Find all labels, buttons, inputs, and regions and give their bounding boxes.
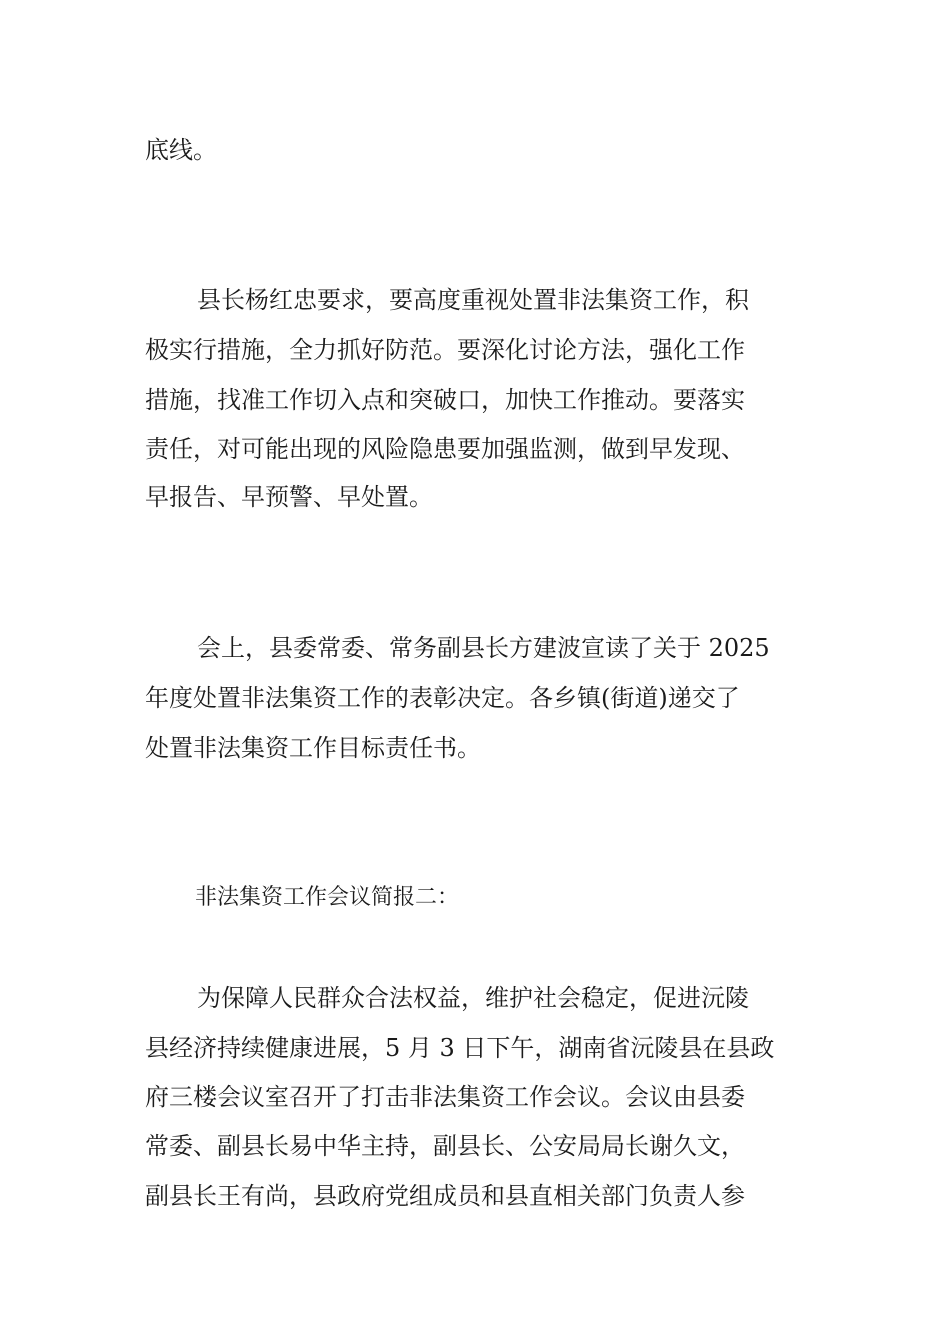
- paragraph-line: 责任，对可能出现的风险隐患要加强监测，做到早发现、: [145, 435, 745, 463]
- paragraph-line: 早报告、早预警、早处置。: [145, 483, 433, 511]
- paragraph-line: 县长杨红忠要求，要高度重视处置非法集资工作，积: [197, 286, 749, 314]
- paragraph-line: 府三楼会议室召开了打击非法集资工作会议。会议由县委: [145, 1083, 745, 1111]
- paragraph-line: 县经济持续健康进展，5 月 3 日下午，湖南省沅陵县在县政: [145, 1034, 775, 1062]
- paragraph-line: 处置非法集资工作目标责任书。: [145, 734, 481, 762]
- paragraph-line: 年度处置非法集资工作的表彰决定。各乡镇(街道)递交了: [145, 684, 740, 712]
- paragraph-line: 底线。: [145, 136, 217, 164]
- paragraph-line: 常委、副县长易中华主持，副县长、公安局局长谢久文，: [145, 1132, 745, 1160]
- paragraph-line: 副县长王有尚，县政府党组成员和县直相关部门负责人参: [145, 1182, 745, 1210]
- paragraph-line: 为保障人民群众合法权益，维护社会稳定，促进沅陵: [197, 984, 749, 1012]
- paragraph-line: 措施，找准工作切入点和突破口，加快工作推动。要落实: [145, 386, 745, 414]
- paragraph-line: 极实行措施，全力抓好防范。要深化讨论方法，强化工作: [145, 336, 745, 364]
- paragraph-line: 会上，县委常委、常务副县长方建波宣读了关于 2025: [197, 634, 770, 662]
- section-heading: 非法集资工作会议简报二：: [195, 885, 460, 910]
